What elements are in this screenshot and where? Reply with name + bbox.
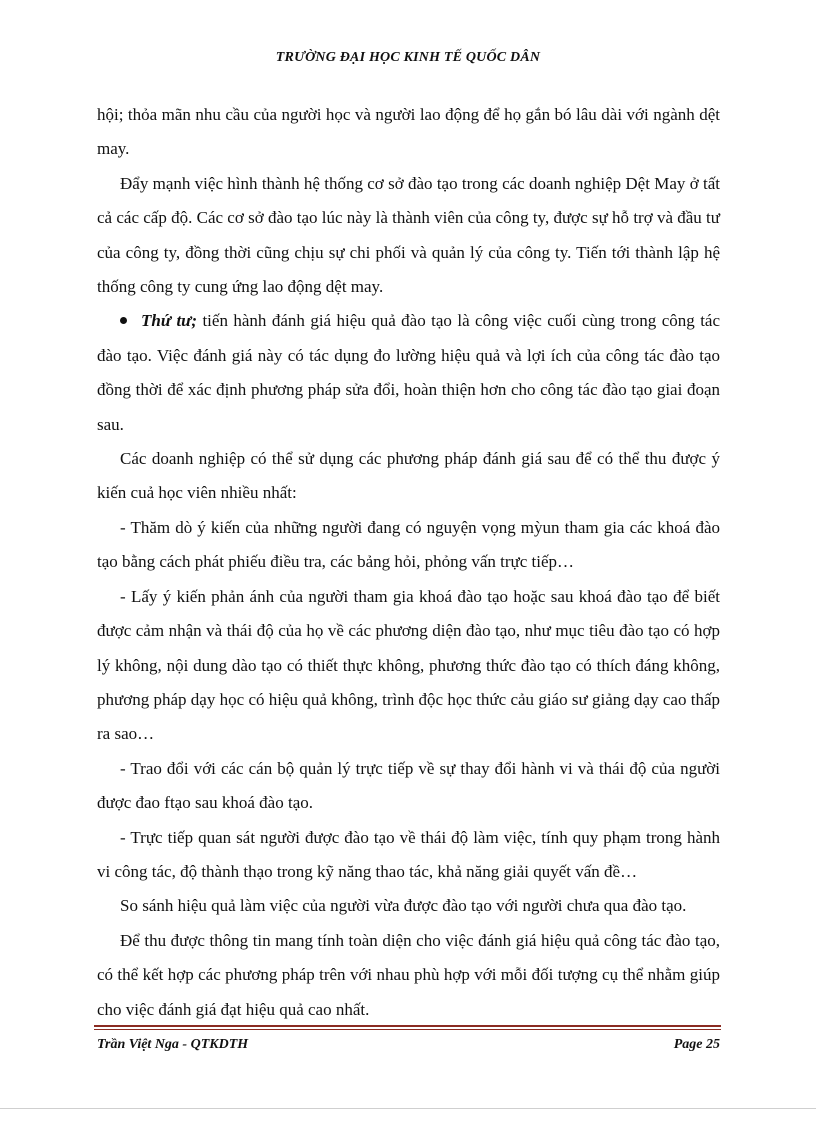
page-header-title: TRƯỜNG ĐẠI HỌC KINH TẾ QUỐC DÂN	[275, 50, 541, 65]
paragraph: Các doanh nghiệp có thể sử dụng các phương pháp đánh giá sau để có thể thu được ý kiến cuả học viên nhiều nhất:	[97, 449, 720, 503]
page-edge-divider	[0, 1108, 816, 1109]
paragraph: - Trao đổi với các cán bộ quản lý trực tiếp về sự thay đổi hành vi và thái độ của người được đao ftạo sau khoá đào tạo.	[97, 758, 720, 813]
paragraph: hội; thỏa mãn nhu cầu của người học và người lao động để họ gắn bó lâu dài với ngành dệt may.	[97, 105, 720, 159]
paragraph: - Trực tiếp quan sát người được đào tạo về thái độ làm việc, tính quy phạm trong hành vi công tác, độ thành thạo trong kỹ năng thao tác, khả năng giải quyết vấn đề…	[97, 827, 720, 881]
footer-divider	[94, 1025, 721, 1030]
paragraph: So sánh hiệu quả làm việc của người vừa được đào tạo với người chưa qua đào tạo.	[120, 896, 687, 916]
footer-author: Trần Việt Nga - QTKDTH	[97, 1037, 249, 1052]
document-body	[97, 98, 720, 1027]
bullet-lead: Thứ tư;	[141, 311, 198, 331]
paragraph: Đẩy mạnh việc hình thành hệ thống cơ sở đào tạo trong các doanh nghiệp Dệt May ở tất cả các cấp độ. Các cơ sở đào tạo lúc này là thành viên của công ty, được sự hỗ trợ và đầu tư của công ty, đồng thời cũng chịu sự chi phối và quản lý của công ty. Tiến tới thành lập hệ thống công ty cung ứng lao động dệt may.	[97, 173, 720, 297]
paragraph: - Thăm dò ý kiến của những người đang có nguyện vọng mỳun tham gia các khoá đào tạo bằng cách phát phiếu điều tra, các bảng hỏi, phỏng vấn trực tiếp…	[97, 517, 720, 572]
paragraph: - Lấy ý kiến phản ánh của người tham gia khoá đào tạo hoặc sau khoá đào tạo để biết được cảm nhận và thái độ của họ về các phương diện đào tạo, như mục tiêu đào tạo có hợp lý không, nội dung dào tạo có thiết thực không, phương thức đào tạo có thích đáng không, phương pháp dạy học có hiệu quả không, trình độc học thức cảu giáo sư giảng dạy cao thấp ra sao…	[97, 586, 720, 744]
footer-page-number: Page 25	[673, 1037, 720, 1052]
bullet-icon	[120, 317, 127, 324]
bullet-paragraph	[97, 304, 720, 442]
paragraph: Để thu được thông tin mang tính toàn diện cho việc đánh giá hiệu quả công tác đào tạo, có thể kết hợp các phương pháp trên với nhau phù hợp với mỗi đối tượng cụ thể nhằm giúp cho việc đánh giá đạt hiệu quả cao nhất.	[97, 930, 720, 1019]
bullet-text: tiến hành đánh giá hiệu quả đào tạo là công việc cuối cùng trong công tác đào tạo. Việc đánh giá này có tác dụng đo lường hiệu quả và lợi ích của công tác đào tạo đồng thời để xác định phương pháp sửa đổi, hoàn thiện hơn cho công tác đào tạo giai đoạn sau.	[97, 311, 721, 434]
